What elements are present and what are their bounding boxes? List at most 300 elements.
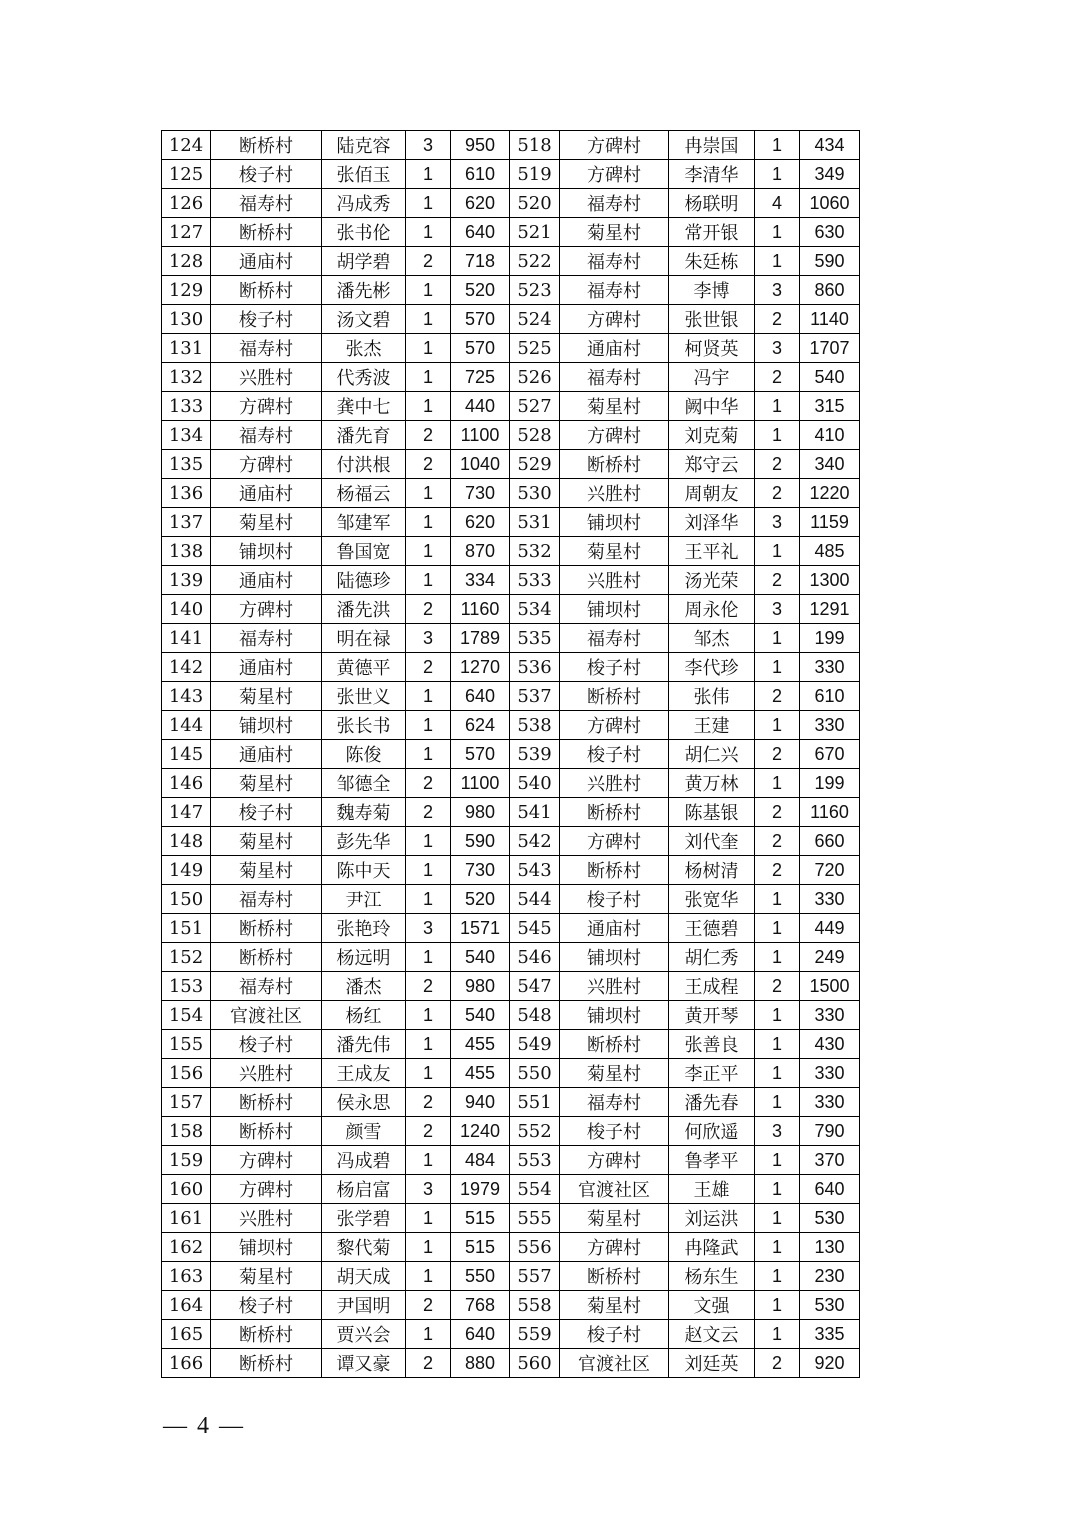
cell-amount-right: 670 bbox=[800, 740, 860, 769]
cell-name-left: 胡学碧 bbox=[322, 247, 406, 276]
cell-amount-right: 1140 bbox=[800, 305, 860, 334]
cell-index-right: 520 bbox=[510, 189, 560, 218]
cell-village-right: 方碑村 bbox=[560, 827, 669, 856]
cell-village-right: 菊星村 bbox=[560, 392, 669, 421]
cell-count-left: 2 bbox=[406, 1349, 451, 1378]
cell-village-right: 兴胜村 bbox=[560, 566, 669, 595]
cell-name-right: 刘克菊 bbox=[669, 421, 755, 450]
cell-name-right: 黄万林 bbox=[669, 769, 755, 798]
cell-count-right: 1 bbox=[755, 218, 800, 247]
cell-village-right: 通庙村 bbox=[560, 914, 669, 943]
cell-name-left: 黎代菊 bbox=[322, 1233, 406, 1262]
cell-amount-left: 1240 bbox=[451, 1117, 510, 1146]
cell-amount-left: 640 bbox=[451, 682, 510, 711]
cell-amount-left: 570 bbox=[451, 334, 510, 363]
cell-count-left: 3 bbox=[406, 1175, 451, 1204]
cell-amount-right: 610 bbox=[800, 682, 860, 711]
cell-count-left: 3 bbox=[406, 914, 451, 943]
cell-count-left: 1 bbox=[406, 885, 451, 914]
cell-count-left: 2 bbox=[406, 247, 451, 276]
cell-village-right: 铺坝村 bbox=[560, 943, 669, 972]
cell-village-right: 菊星村 bbox=[560, 1204, 669, 1233]
cell-index-left: 161 bbox=[162, 1204, 211, 1233]
cell-count-left: 1 bbox=[406, 1146, 451, 1175]
cell-count-right: 2 bbox=[755, 682, 800, 711]
cell-amount-left: 484 bbox=[451, 1146, 510, 1175]
cell-village-right: 官渡社区 bbox=[560, 1349, 669, 1378]
table-row bbox=[162, 1291, 860, 1320]
cell-amount-left: 640 bbox=[451, 218, 510, 247]
cell-amount-right: 349 bbox=[800, 160, 860, 189]
cell-count-left: 1 bbox=[406, 711, 451, 740]
table-row bbox=[162, 798, 860, 827]
cell-count-right: 4 bbox=[755, 189, 800, 218]
cell-count-right: 2 bbox=[755, 305, 800, 334]
table-row bbox=[162, 566, 860, 595]
cell-name-right: 张世银 bbox=[669, 305, 755, 334]
cell-village-left: 菊星村 bbox=[211, 508, 322, 537]
cell-amount-right: 720 bbox=[800, 856, 860, 885]
cell-count-right: 2 bbox=[755, 363, 800, 392]
cell-index-left: 153 bbox=[162, 972, 211, 1001]
cell-amount-left: 1100 bbox=[451, 421, 510, 450]
cell-amount-left: 1040 bbox=[451, 450, 510, 479]
cell-index-left: 125 bbox=[162, 160, 211, 189]
cell-index-right: 527 bbox=[510, 392, 560, 421]
cell-amount-right: 1220 bbox=[800, 479, 860, 508]
cell-name-left: 尹江 bbox=[322, 885, 406, 914]
cell-name-right: 王雄 bbox=[669, 1175, 755, 1204]
cell-amount-right: 1160 bbox=[800, 798, 860, 827]
cell-name-right: 杨联明 bbox=[669, 189, 755, 218]
cell-index-left: 137 bbox=[162, 508, 211, 537]
cell-name-right: 周永伦 bbox=[669, 595, 755, 624]
cell-amount-left: 540 bbox=[451, 1001, 510, 1030]
cell-village-left: 方碑村 bbox=[211, 595, 322, 624]
cell-count-right: 1 bbox=[755, 1088, 800, 1117]
cell-village-left: 梭子村 bbox=[211, 1030, 322, 1059]
cell-count-left: 1 bbox=[406, 276, 451, 305]
cell-count-left: 1 bbox=[406, 1001, 451, 1030]
cell-index-right: 532 bbox=[510, 537, 560, 566]
cell-village-right: 梭子村 bbox=[560, 1320, 669, 1349]
cell-index-left: 158 bbox=[162, 1117, 211, 1146]
cell-count-left: 1 bbox=[406, 943, 451, 972]
cell-amount-left: 515 bbox=[451, 1233, 510, 1262]
cell-name-left: 陆克容 bbox=[322, 131, 406, 160]
cell-village-left: 菊星村 bbox=[211, 682, 322, 711]
table-row bbox=[162, 421, 860, 450]
cell-count-left: 1 bbox=[406, 740, 451, 769]
cell-amount-right: 790 bbox=[800, 1117, 860, 1146]
cell-name-left: 胡天成 bbox=[322, 1262, 406, 1291]
cell-amount-right: 630 bbox=[800, 218, 860, 247]
cell-village-left: 断桥村 bbox=[211, 914, 322, 943]
table-row bbox=[162, 334, 860, 363]
cell-index-left: 133 bbox=[162, 392, 211, 421]
cell-count-left: 2 bbox=[406, 653, 451, 682]
cell-name-left: 杨红 bbox=[322, 1001, 406, 1030]
table-row bbox=[162, 885, 860, 914]
cell-name-left: 尹国明 bbox=[322, 1291, 406, 1320]
cell-amount-left: 334 bbox=[451, 566, 510, 595]
table-row bbox=[162, 595, 860, 624]
cell-village-left: 铺坝村 bbox=[211, 537, 322, 566]
cell-index-left: 140 bbox=[162, 595, 211, 624]
cell-village-left: 断桥村 bbox=[211, 943, 322, 972]
cell-amount-right: 530 bbox=[800, 1204, 860, 1233]
cell-name-left: 谭又豪 bbox=[322, 1349, 406, 1378]
cell-amount-left: 570 bbox=[451, 740, 510, 769]
cell-count-left: 2 bbox=[406, 595, 451, 624]
cell-count-right: 1 bbox=[755, 943, 800, 972]
cell-count-right: 3 bbox=[755, 1117, 800, 1146]
cell-name-left: 张艳玲 bbox=[322, 914, 406, 943]
cell-amount-left: 570 bbox=[451, 305, 510, 334]
cell-village-right: 方碑村 bbox=[560, 1233, 669, 1262]
cell-amount-right: 640 bbox=[800, 1175, 860, 1204]
cell-name-right: 李代珍 bbox=[669, 653, 755, 682]
cell-index-left: 155 bbox=[162, 1030, 211, 1059]
cell-index-right: 529 bbox=[510, 450, 560, 479]
cell-count-right: 1 bbox=[755, 885, 800, 914]
cell-name-right: 邹杰 bbox=[669, 624, 755, 653]
table-row bbox=[162, 160, 860, 189]
cell-village-right: 断桥村 bbox=[560, 798, 669, 827]
cell-count-left: 2 bbox=[406, 1291, 451, 1320]
cell-village-right: 断桥村 bbox=[560, 1030, 669, 1059]
cell-name-left: 冯成碧 bbox=[322, 1146, 406, 1175]
cell-count-right: 1 bbox=[755, 914, 800, 943]
roster-table-body bbox=[162, 131, 860, 1378]
cell-count-left: 1 bbox=[406, 305, 451, 334]
cell-index-right: 530 bbox=[510, 479, 560, 508]
cell-village-left: 福寿村 bbox=[211, 334, 322, 363]
cell-index-left: 138 bbox=[162, 537, 211, 566]
cell-amount-left: 880 bbox=[451, 1349, 510, 1378]
cell-village-right: 断桥村 bbox=[560, 450, 669, 479]
cell-index-left: 148 bbox=[162, 827, 211, 856]
table-row bbox=[162, 914, 860, 943]
cell-name-left: 杨启富 bbox=[322, 1175, 406, 1204]
table-row bbox=[162, 769, 860, 798]
cell-index-left: 132 bbox=[162, 363, 211, 392]
table-row bbox=[162, 1059, 860, 1088]
cell-index-left: 134 bbox=[162, 421, 211, 450]
cell-count-left: 1 bbox=[406, 1233, 451, 1262]
cell-amount-right: 860 bbox=[800, 276, 860, 305]
cell-index-right: 524 bbox=[510, 305, 560, 334]
cell-name-right: 阙中华 bbox=[669, 392, 755, 421]
cell-amount-left: 940 bbox=[451, 1088, 510, 1117]
cell-count-left: 1 bbox=[406, 479, 451, 508]
cell-amount-right: 1291 bbox=[800, 595, 860, 624]
table-row bbox=[162, 740, 860, 769]
cell-amount-right: 434 bbox=[800, 131, 860, 160]
cell-village-right: 梭子村 bbox=[560, 740, 669, 769]
cell-index-left: 163 bbox=[162, 1262, 211, 1291]
cell-count-right: 1 bbox=[755, 1291, 800, 1320]
cell-count-left: 1 bbox=[406, 363, 451, 392]
cell-index-right: 536 bbox=[510, 653, 560, 682]
cell-index-right: 534 bbox=[510, 595, 560, 624]
cell-name-right: 张宽华 bbox=[669, 885, 755, 914]
cell-name-left: 张佰玉 bbox=[322, 160, 406, 189]
cell-name-right: 潘先春 bbox=[669, 1088, 755, 1117]
cell-count-left: 1 bbox=[406, 334, 451, 363]
cell-village-right: 铺坝村 bbox=[560, 1001, 669, 1030]
cell-amount-left: 640 bbox=[451, 1320, 510, 1349]
cell-index-right: 547 bbox=[510, 972, 560, 1001]
cell-amount-right: 335 bbox=[800, 1320, 860, 1349]
cell-village-left: 断桥村 bbox=[211, 1349, 322, 1378]
cell-index-left: 160 bbox=[162, 1175, 211, 1204]
cell-index-left: 157 bbox=[162, 1088, 211, 1117]
cell-amount-right: 660 bbox=[800, 827, 860, 856]
cell-amount-right: 370 bbox=[800, 1146, 860, 1175]
cell-village-right: 梭子村 bbox=[560, 653, 669, 682]
cell-village-left: 断桥村 bbox=[211, 1117, 322, 1146]
cell-count-right: 2 bbox=[755, 972, 800, 1001]
cell-index-right: 519 bbox=[510, 160, 560, 189]
cell-village-left: 菊星村 bbox=[211, 856, 322, 885]
cell-index-left: 152 bbox=[162, 943, 211, 972]
cell-village-left: 方碑村 bbox=[211, 1146, 322, 1175]
cell-index-left: 145 bbox=[162, 740, 211, 769]
cell-name-left: 冯成秀 bbox=[322, 189, 406, 218]
cell-index-right: 540 bbox=[510, 769, 560, 798]
cell-index-left: 143 bbox=[162, 682, 211, 711]
cell-count-right: 1 bbox=[755, 711, 800, 740]
cell-count-right: 2 bbox=[755, 827, 800, 856]
cell-amount-left: 1100 bbox=[451, 769, 510, 798]
cell-index-right: 522 bbox=[510, 247, 560, 276]
cell-count-right: 3 bbox=[755, 595, 800, 624]
cell-count-right: 1 bbox=[755, 1146, 800, 1175]
cell-index-left: 150 bbox=[162, 885, 211, 914]
cell-amount-left: 590 bbox=[451, 827, 510, 856]
table-row bbox=[162, 943, 860, 972]
cell-amount-right: 249 bbox=[800, 943, 860, 972]
cell-count-right: 2 bbox=[755, 740, 800, 769]
cell-name-left: 张学碧 bbox=[322, 1204, 406, 1233]
cell-amount-left: 725 bbox=[451, 363, 510, 392]
cell-amount-left: 870 bbox=[451, 537, 510, 566]
cell-village-left: 断桥村 bbox=[211, 1088, 322, 1117]
cell-name-left: 潘先伟 bbox=[322, 1030, 406, 1059]
cell-village-right: 方碑村 bbox=[560, 131, 669, 160]
cell-village-right: 福寿村 bbox=[560, 247, 669, 276]
cell-index-left: 142 bbox=[162, 653, 211, 682]
cell-village-right: 通庙村 bbox=[560, 334, 669, 363]
cell-amount-left: 550 bbox=[451, 1262, 510, 1291]
cell-village-left: 梭子村 bbox=[211, 798, 322, 827]
cell-village-left: 菊星村 bbox=[211, 827, 322, 856]
cell-count-right: 1 bbox=[755, 392, 800, 421]
cell-count-right: 2 bbox=[755, 566, 800, 595]
cell-amount-right: 1707 bbox=[800, 334, 860, 363]
cell-index-left: 159 bbox=[162, 1146, 211, 1175]
cell-name-left: 鲁国宽 bbox=[322, 537, 406, 566]
cell-count-left: 2 bbox=[406, 798, 451, 827]
cell-name-left: 明在禄 bbox=[322, 624, 406, 653]
cell-village-left: 福寿村 bbox=[211, 421, 322, 450]
cell-village-left: 方碑村 bbox=[211, 450, 322, 479]
cell-amount-right: 199 bbox=[800, 624, 860, 653]
cell-index-right: 533 bbox=[510, 566, 560, 595]
cell-name-right: 赵文云 bbox=[669, 1320, 755, 1349]
cell-amount-left: 620 bbox=[451, 508, 510, 537]
cell-count-right: 3 bbox=[755, 334, 800, 363]
table-row bbox=[162, 1175, 860, 1204]
cell-name-left: 张世义 bbox=[322, 682, 406, 711]
cell-village-left: 通庙村 bbox=[211, 479, 322, 508]
cell-village-right: 断桥村 bbox=[560, 1262, 669, 1291]
cell-village-left: 通庙村 bbox=[211, 740, 322, 769]
cell-amount-left: 520 bbox=[451, 276, 510, 305]
cell-name-left: 杨远明 bbox=[322, 943, 406, 972]
cell-index-right: 542 bbox=[510, 827, 560, 856]
cell-index-right: 531 bbox=[510, 508, 560, 537]
cell-amount-right: 449 bbox=[800, 914, 860, 943]
cell-name-right: 刘代奎 bbox=[669, 827, 755, 856]
cell-amount-left: 455 bbox=[451, 1030, 510, 1059]
cell-village-left: 福寿村 bbox=[211, 885, 322, 914]
cell-name-left: 潘先洪 bbox=[322, 595, 406, 624]
cell-village-right: 铺坝村 bbox=[560, 595, 669, 624]
table-row bbox=[162, 1349, 860, 1378]
cell-name-right: 王平礼 bbox=[669, 537, 755, 566]
cell-amount-left: 730 bbox=[451, 856, 510, 885]
cell-amount-left: 950 bbox=[451, 131, 510, 160]
cell-index-left: 124 bbox=[162, 131, 211, 160]
cell-count-right: 1 bbox=[755, 247, 800, 276]
cell-amount-left: 515 bbox=[451, 1204, 510, 1233]
cell-name-left: 彭先华 bbox=[322, 827, 406, 856]
cell-amount-left: 520 bbox=[451, 885, 510, 914]
cell-count-left: 1 bbox=[406, 189, 451, 218]
cell-count-right: 2 bbox=[755, 798, 800, 827]
cell-count-right: 1 bbox=[755, 1175, 800, 1204]
cell-amount-left: 1270 bbox=[451, 653, 510, 682]
cell-count-left: 1 bbox=[406, 218, 451, 247]
cell-village-left: 通庙村 bbox=[211, 566, 322, 595]
cell-village-right: 方碑村 bbox=[560, 421, 669, 450]
cell-village-right: 方碑村 bbox=[560, 160, 669, 189]
cell-name-right: 冉隆武 bbox=[669, 1233, 755, 1262]
cell-count-right: 3 bbox=[755, 508, 800, 537]
table-row bbox=[162, 711, 860, 740]
cell-village-right: 兴胜村 bbox=[560, 972, 669, 1001]
cell-name-right: 鲁孝平 bbox=[669, 1146, 755, 1175]
cell-amount-right: 590 bbox=[800, 247, 860, 276]
cell-index-left: 126 bbox=[162, 189, 211, 218]
cell-index-left: 166 bbox=[162, 1349, 211, 1378]
cell-index-right: 518 bbox=[510, 131, 560, 160]
cell-count-right: 3 bbox=[755, 276, 800, 305]
cell-village-left: 梭子村 bbox=[211, 160, 322, 189]
table-row bbox=[162, 189, 860, 218]
cell-name-right: 李正平 bbox=[669, 1059, 755, 1088]
cell-index-right: 559 bbox=[510, 1320, 560, 1349]
cell-count-left: 1 bbox=[406, 508, 451, 537]
table-row bbox=[162, 1320, 860, 1349]
table-row bbox=[162, 827, 860, 856]
cell-amount-right: 1300 bbox=[800, 566, 860, 595]
table-row bbox=[162, 1088, 860, 1117]
cell-name-right: 朱廷栋 bbox=[669, 247, 755, 276]
cell-name-left: 汤文碧 bbox=[322, 305, 406, 334]
cell-name-left: 代秀波 bbox=[322, 363, 406, 392]
cell-village-right: 福寿村 bbox=[560, 624, 669, 653]
cell-count-left: 1 bbox=[406, 1059, 451, 1088]
cell-index-left: 135 bbox=[162, 450, 211, 479]
cell-village-left: 断桥村 bbox=[211, 1320, 322, 1349]
cell-name-right: 胡仁秀 bbox=[669, 943, 755, 972]
cell-count-right: 1 bbox=[755, 1233, 800, 1262]
cell-name-right: 王德碧 bbox=[669, 914, 755, 943]
table-row bbox=[162, 972, 860, 1001]
cell-count-right: 2 bbox=[755, 450, 800, 479]
cell-village-left: 梭子村 bbox=[211, 1291, 322, 1320]
cell-name-right: 王建 bbox=[669, 711, 755, 740]
cell-village-right: 兴胜村 bbox=[560, 769, 669, 798]
cell-village-left: 通庙村 bbox=[211, 247, 322, 276]
cell-amount-right: 330 bbox=[800, 653, 860, 682]
cell-index-right: 546 bbox=[510, 943, 560, 972]
cell-village-right: 菊星村 bbox=[560, 1291, 669, 1320]
cell-name-left: 龚中七 bbox=[322, 392, 406, 421]
cell-amount-right: 330 bbox=[800, 1088, 860, 1117]
cell-name-right: 冯宇 bbox=[669, 363, 755, 392]
cell-index-left: 151 bbox=[162, 914, 211, 943]
cell-index-left: 131 bbox=[162, 334, 211, 363]
cell-name-left: 潘杰 bbox=[322, 972, 406, 1001]
cell-name-right: 文强 bbox=[669, 1291, 755, 1320]
cell-village-left: 兴胜村 bbox=[211, 363, 322, 392]
cell-count-right: 1 bbox=[755, 624, 800, 653]
cell-amount-left: 624 bbox=[451, 711, 510, 740]
cell-count-right: 1 bbox=[755, 160, 800, 189]
cell-village-right: 方碑村 bbox=[560, 305, 669, 334]
cell-index-left: 139 bbox=[162, 566, 211, 595]
cell-amount-left: 980 bbox=[451, 798, 510, 827]
cell-amount-right: 330 bbox=[800, 1001, 860, 1030]
cell-index-left: 154 bbox=[162, 1001, 211, 1030]
cell-count-right: 1 bbox=[755, 1059, 800, 1088]
cell-index-right: 557 bbox=[510, 1262, 560, 1291]
cell-count-right: 2 bbox=[755, 856, 800, 885]
cell-count-right: 1 bbox=[755, 1204, 800, 1233]
cell-count-left: 2 bbox=[406, 1117, 451, 1146]
cell-amount-left: 730 bbox=[451, 479, 510, 508]
table-row bbox=[162, 305, 860, 334]
cell-name-right: 柯贤英 bbox=[669, 334, 755, 363]
table-row bbox=[162, 1117, 860, 1146]
cell-village-left: 福寿村 bbox=[211, 624, 322, 653]
cell-count-left: 2 bbox=[406, 972, 451, 1001]
cell-index-right: 560 bbox=[510, 1349, 560, 1378]
cell-village-right: 铺坝村 bbox=[560, 508, 669, 537]
cell-village-right: 福寿村 bbox=[560, 276, 669, 305]
cell-index-right: 545 bbox=[510, 914, 560, 943]
cell-amount-right: 330 bbox=[800, 885, 860, 914]
cell-count-left: 1 bbox=[406, 1320, 451, 1349]
cell-index-right: 555 bbox=[510, 1204, 560, 1233]
cell-name-right: 李清华 bbox=[669, 160, 755, 189]
cell-index-left: 149 bbox=[162, 856, 211, 885]
cell-index-left: 156 bbox=[162, 1059, 211, 1088]
